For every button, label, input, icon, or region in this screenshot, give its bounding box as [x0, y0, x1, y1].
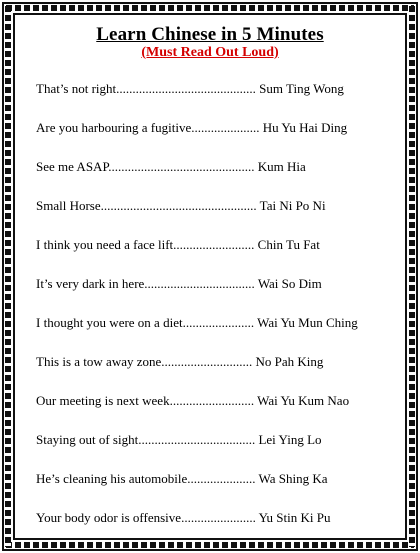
phrase-row — [36, 314, 396, 332]
binder-rings-right — [409, 6, 415, 547]
phrase-english: He’s cleaning his automobile — [36, 471, 188, 486]
phrase-dots: .................................... — [138, 432, 256, 447]
phrase-chinese: Wai Yu Kum Nao — [257, 393, 350, 408]
phrase-chinese: Yu Stin Ki Pu — [258, 510, 331, 525]
phrase-dots: ..................... — [187, 471, 256, 486]
phrase-chinese: Wai Yu Mun Ching — [257, 315, 358, 330]
phrase-chinese: Kum Hia — [257, 159, 306, 174]
phrase-english: Your body odor is offensive — [36, 510, 182, 525]
phrase-english: It’s very dark in here — [36, 276, 145, 291]
phrase-dots: .......................... — [169, 393, 255, 408]
binder-rings-left — [5, 6, 11, 547]
phrase-row — [36, 392, 396, 410]
phrase-chinese: Tai Ni Po Ni — [259, 198, 326, 213]
phrase-row — [36, 470, 396, 488]
phrase-english: See me ASAP — [36, 159, 109, 174]
phrase-row — [36, 509, 396, 527]
phrase-chinese: Chin Tu Fat — [257, 237, 320, 252]
phrase-dots: ....................... — [181, 510, 256, 525]
phrase-row — [36, 158, 396, 176]
phrase-row — [36, 236, 396, 254]
binder-rings-bottom — [6, 542, 414, 548]
phrase-row — [36, 197, 396, 215]
phrase-chinese: Lei Ying Lo — [258, 432, 322, 447]
phrase-row — [36, 431, 396, 449]
phrase-row — [36, 80, 396, 98]
phrase-dots: ..................... — [191, 120, 260, 135]
phrase-dots: ...................... — [182, 315, 255, 330]
phrase-english: That’s not right — [36, 81, 117, 96]
binder-rings-top — [6, 5, 414, 11]
phrase-dots: ............................................. — [108, 159, 255, 174]
phrase-chinese: Wa Shing Ka — [258, 471, 328, 486]
phrase-dots: .................................. — [144, 276, 255, 291]
phrase-english: Are you harbouring a fugitive — [36, 120, 192, 135]
phrase-english: Our meeting is next week — [36, 393, 170, 408]
page-subtitle: (Must Read Out Loud) — [141, 45, 279, 60]
phrase-english: Staying out of sight — [36, 432, 139, 447]
phrase-chinese: Hu Yu Hai Ding — [262, 120, 348, 135]
phrase-dots: ........................................... — [116, 81, 256, 96]
page-title: Learn Chinese in 5 Minutes — [96, 24, 324, 45]
phrase-row — [36, 353, 396, 371]
phrase-chinese: Sum Ting Wong — [259, 81, 344, 96]
phrase-row — [36, 119, 396, 137]
phrase-dots: ............................ — [161, 354, 253, 369]
phrase-chinese: Wai So Dim — [257, 276, 322, 291]
phrase-english: Small Horse — [36, 198, 101, 213]
phrase-dots: ......................... — [173, 237, 255, 252]
phrase-english: I thought you were on a diet — [36, 315, 183, 330]
phrase-row — [36, 275, 396, 293]
phrase-chinese: No Pah King — [255, 354, 324, 369]
phrase-dots: ................................................ — [100, 198, 257, 213]
phrase-english: I think you need a face lift — [36, 237, 174, 252]
phrase-english: This is a tow away zone — [36, 354, 162, 369]
